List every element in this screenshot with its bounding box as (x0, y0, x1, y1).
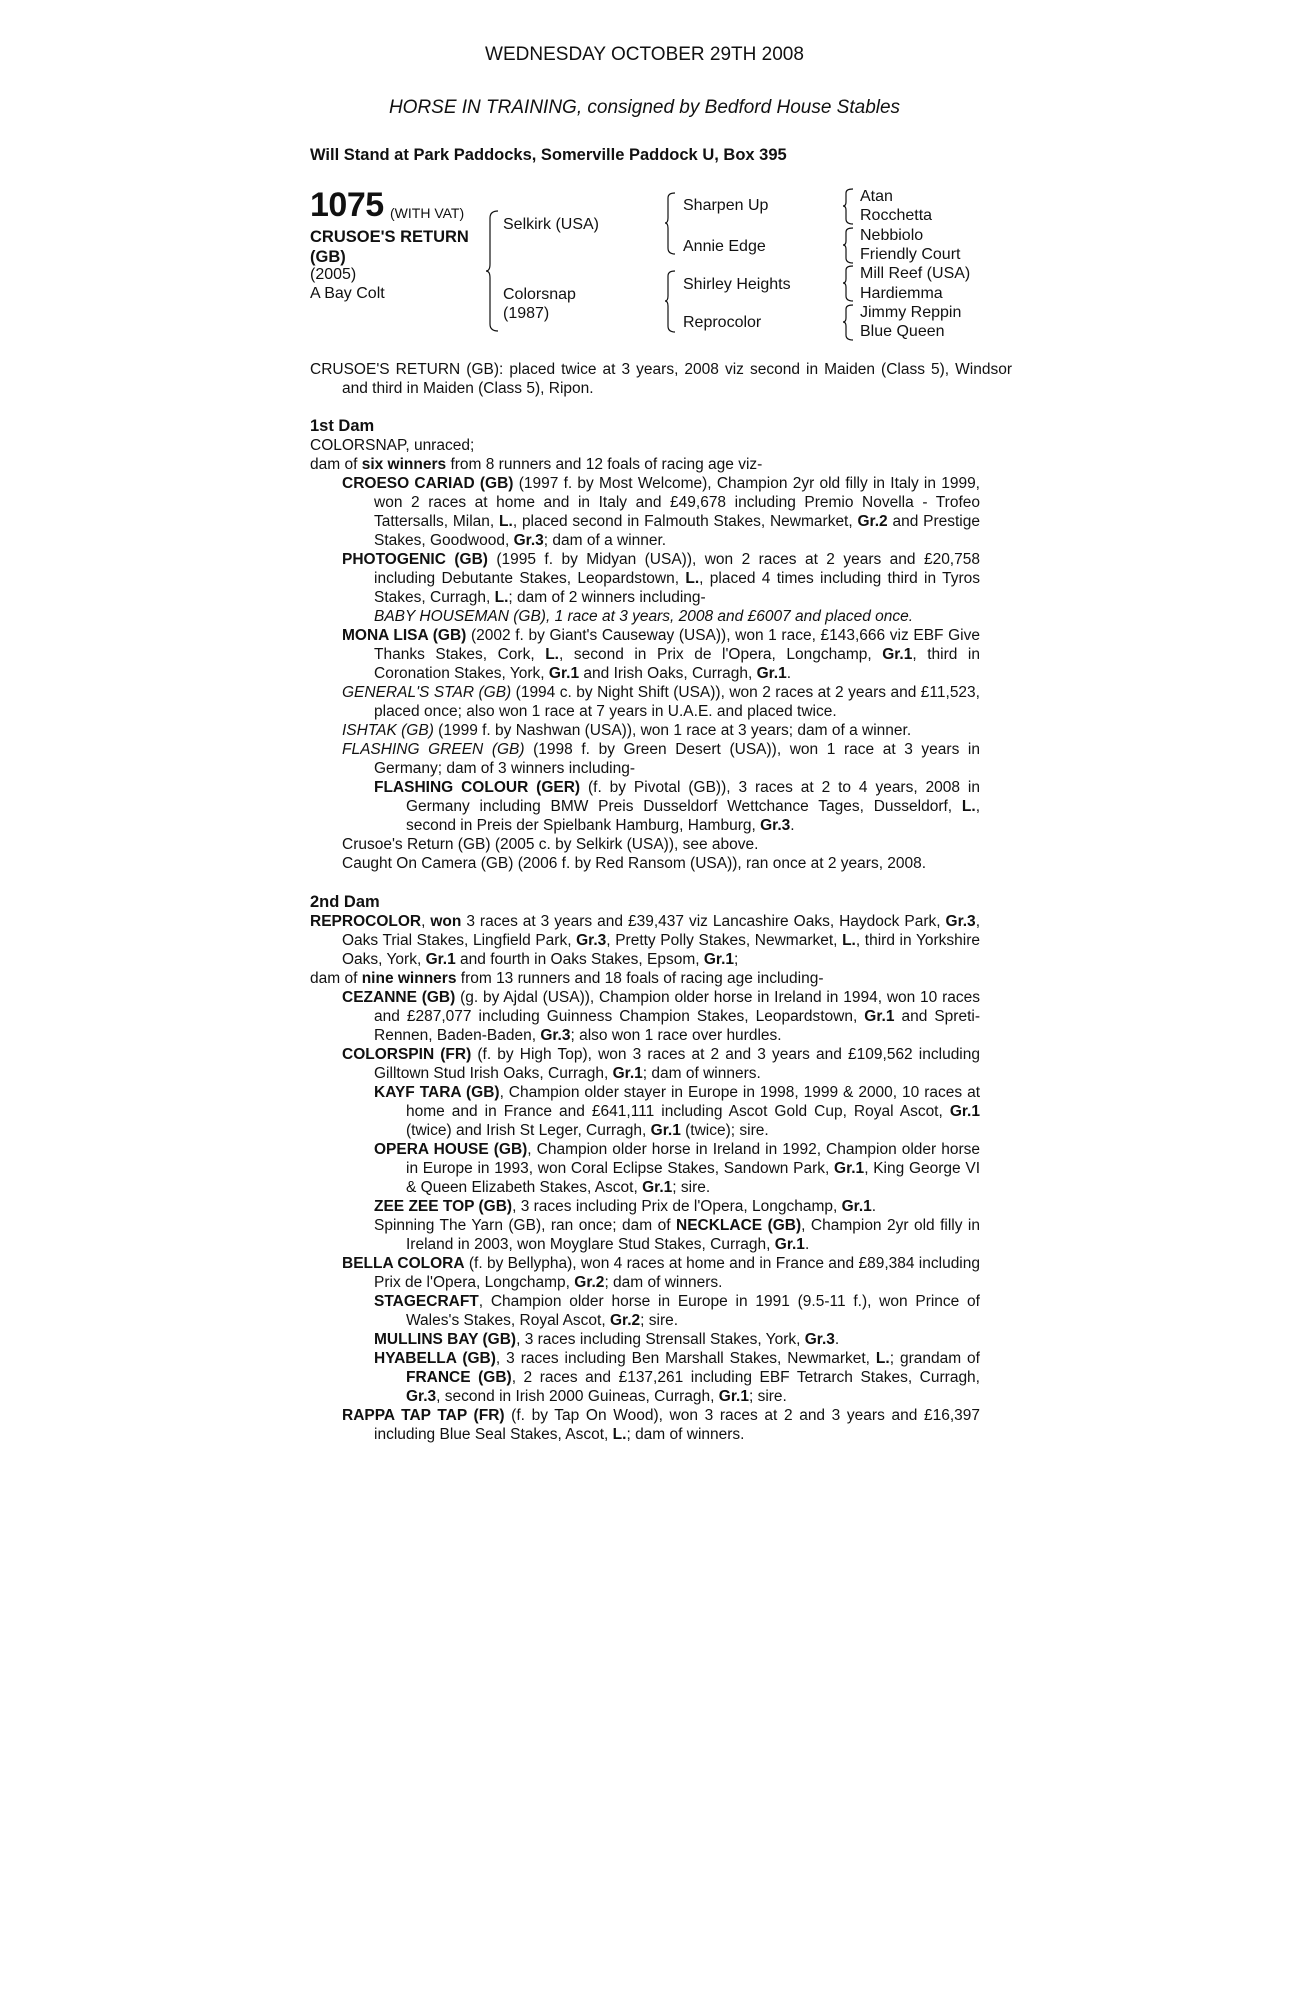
horse-name (310, 227, 490, 267)
progeny-photogenic: PHOTOGENIC (GB) (1995 f. by Midyan (USA)), won 2 races at 2 years and £20,758 including Debutante Stakes, Leopardstown, L., placed 4 times including third in Tyros Stakes, Curragh, L.; dam of 2 winners including- (342, 551, 981, 606)
horse-details (310, 265, 385, 303)
pedigree-g3-1: Atan (860, 188, 893, 205)
pedigree-brace-1 (486, 210, 500, 332)
first-dam-produce: dam of six winners from 8 runners and 12 foals of racing age viz- (310, 456, 763, 473)
pedigree-g3-6: Hardiemma (860, 285, 943, 302)
pedigree-brace-3d (843, 304, 855, 341)
lot-vat: (WITH VAT) (390, 205, 465, 221)
pedigree-sire-dam: Annie Edge (683, 238, 766, 255)
progeny-mona-lisa: MONA LISA (GB) (2002 f. by Giant's Causeway (USA)), won 1 race, £143,666 viz EBF Give Thanks Stakes, Cork, L., second in Prix de l'Opera, Longchamp, Gr.1, third in Coronation Stakes, York, Gr.1 and Irish Oaks, Curragh, Gr.1. (342, 627, 980, 682)
progeny-ishtak: ISHTAK (GB) (1999 f. by Nashwan (USA)), won 1 race at 3 years; dam of a winner. (342, 722, 912, 739)
progeny-spinning-the-yarn: Spinning The Yarn (GB), ran once; dam of NECKLACE (GB), Champion 2yr old filly in Ireland in 2003, won Moyglare Stud Stakes, Curragh, Gr.1. (374, 1217, 980, 1253)
first-dam-intro: COLORSNAP, unraced; (310, 437, 475, 454)
pedigree-brace-2a (665, 192, 677, 255)
first-dam-section (310, 417, 980, 873)
progeny-rappa-tap-tap: RAPPA TAP TAP (FR) (f. by Tap On Wood), won 3 races at 2 and 3 years and £16,397 including Blue Seal Stakes, Ascot, L.; dam of winners. (342, 1407, 980, 1443)
pedigree-g3-4: Friendly Court (860, 246, 961, 263)
horse-description: A Bay Colt (310, 285, 385, 302)
progeny-bella-colora: BELLA COLORA (f. by Bellypha), won 4 races at home and in France and £89,384 including Prix de l'Opera, Longchamp, Gr.2; dam of winners. (342, 1255, 980, 1291)
pedigree-brace-2b (665, 270, 677, 333)
pedigree-g3-7: Jimmy Reppin (860, 304, 962, 321)
pedigree-dam-sire: Shirley Heights (683, 276, 791, 293)
horse-name-line1: CRUSOE'S RETURN (310, 228, 469, 246)
progeny-caught-on-camera: Caught On Camera (GB) (2006 f. by Red Ransom (USA)), ran once at 2 years, 2008. (342, 855, 927, 872)
progeny-kayf-tara: KAYF TARA (GB), Champion older stayer in Europe in 1998, 1999 & 2000, 10 races at home and in France and £641,111 including Ascot Gold Cup, Royal Ascot, Gr.1 (twice) and Irish St Leger, Curragh, Gr.1 (twice); sire. (374, 1084, 980, 1139)
pedigree-dam-dam: Reprocolor (683, 314, 762, 331)
pedigree-brace-3b (843, 227, 855, 264)
pedigree-dam-year: (1987) (503, 305, 550, 322)
progeny-mullins-bay: MULLINS BAY (GB), 3 races including Strensall Stakes, York, Gr.3. (374, 1331, 840, 1348)
pedigree-dam: Colorsnap (503, 286, 576, 303)
second-dam-produce: dam of nine winners from 13 runners and 18 foals of racing age including- (310, 970, 824, 987)
horse-name-line2: (GB) (310, 248, 346, 266)
second-dam-record: REPROCOLOR, won 3 races at 3 years and £39,437 viz Lancashire Oaks, Haydock Park, Gr.3, Oaks Trial Stakes, Lingfield Park, Gr.3, Pretty Polly Stakes, Newmarket, L., third in Yorkshire Oaks, York, Gr.1 and fourth in Oaks Stakes, Epsom, Gr.1; (310, 913, 980, 968)
pedigree-g3-3: Nebbiolo (860, 227, 924, 244)
progeny-croeso-cariad: CROESO CARIAD (GB) (1997 f. by Most Welcome), Champion 2yr old filly in Italy in 1999, won 2 races at home and in Italy and £49,678 including Premio Novella - Trofeo Tattersalls, Milan, L., placed second in Falmouth Stakes, Newmarket, Gr.2 and Prestige Stakes, Goodwood, Gr.3; dam of a winner. (342, 475, 980, 549)
foaling-year: (2005) (310, 266, 357, 283)
first-dam-heading: 1st Dam (310, 417, 375, 435)
pedigree-brace-3c (843, 265, 855, 302)
progeny-baby-houseman: BABY HOUSEMAN (GB), 1 race at 3 years, 2008 and £6007 and placed once. (374, 608, 914, 625)
progeny-opera-house: OPERA HOUSE (GB), Champion older horse in Ireland in 1992, Champion older horse in Europe in 1993, won Coral Eclipse Stakes, Sandown Park, Gr.1, King George VI & Queen Elizabeth Stakes, Ascot, Gr.1; sire. (374, 1141, 981, 1196)
progeny-colorspin: COLORSPIN (FR) (f. by High Top), won 3 races at 2 and 3 years and £109,562 including Gilltown Stud Irish Oaks, Curragh, Gr.1; dam of winners. (342, 1046, 980, 1082)
pedigree-sire-sire: Sharpen Up (683, 197, 769, 214)
sale-date: WEDNESDAY OCTOBER 29TH 2008 (485, 44, 804, 65)
pedigree-g3-8: Blue Queen (860, 323, 945, 340)
pedigree-g3-5: Mill Reef (USA) (860, 265, 971, 282)
progeny-flashing-colour: FLASHING COLOUR (GER) (f. by Pivotal (GB)), 3 races at 2 to 4 years, 2008 in Germany including BMW Preis Dusseldorf Wettchance Tages, Dusseldorf, L., second in Preis der Spielbank Hamburg, Hamburg, Gr.3. (374, 779, 980, 834)
progeny-generals-star: GENERAL'S STAR (GB) (1994 c. by Night Shift (USA)), won 2 races at 2 years and £11,523, placed once; also won 1 race at 7 years in U.A.E. and placed twice. (342, 684, 980, 720)
progeny-cezanne: CEZANNE (GB) (g. by Ajdal (USA)), Champion older horse in Ireland in 1994, won 10 races and £287,077 including Guinness Champion Stakes, Leopardstown, Gr.1 and Spreti-Rennen, Baden-Baden, Gr.3; also won 1 race over hurdles. (342, 989, 980, 1044)
lot-number: 1075 (310, 186, 384, 224)
progeny-zee-zee-top: ZEE ZEE TOP (GB), 3 races including Prix de l'Opera, Longchamp, Gr.1. (374, 1198, 877, 1215)
consignment-line: HORSE IN TRAINING, consigned by Bedford House Stables (388, 97, 901, 118)
progeny-hyabella: HYABELLA (GB), 3 races including Ben Marshall Stakes, Newmarket, L.; grandam of FRANCE (GB), 2 races and £137,261 including EBF Tetrarch Stakes, Curragh, Gr.3, second in Irish 2000 Guineas, Curragh, Gr.1; sire. (374, 1350, 980, 1405)
race-summary: CRUSOE'S RETURN (GB): placed twice at 3 years, 2008 viz second in Maiden (Class 5), Windsor and third in Maiden (Class 5), Ripon. (310, 361, 1012, 397)
stand-location: Will Stand at Park Paddocks, Somerville Paddock U, Box 395 (310, 146, 787, 164)
pedigree-brace-3a (843, 188, 855, 225)
progeny-stagecraft: STAGECRAFT, Champion older horse in Europe in 1991 (9.5-11 f.), won Prince of Wales's Stakes, Royal Ascot, Gr.2; sire. (374, 1293, 980, 1329)
progeny-crusoes-return: Crusoe's Return (GB) (2005 c. by Selkirk (USA)), see above. (342, 836, 759, 853)
second-dam-heading: 2nd Dam (310, 893, 380, 911)
pedigree-sire: Selkirk (USA) (503, 216, 600, 233)
progeny-flashing-green: FLASHING GREEN (GB) (1998 f. by Green Desert (USA)), won 1 race at 3 years in Germany; dam of 3 winners including- (342, 741, 980, 777)
pedigree-g3-2: Rocchetta (860, 207, 933, 224)
second-dam-section (310, 893, 980, 1444)
